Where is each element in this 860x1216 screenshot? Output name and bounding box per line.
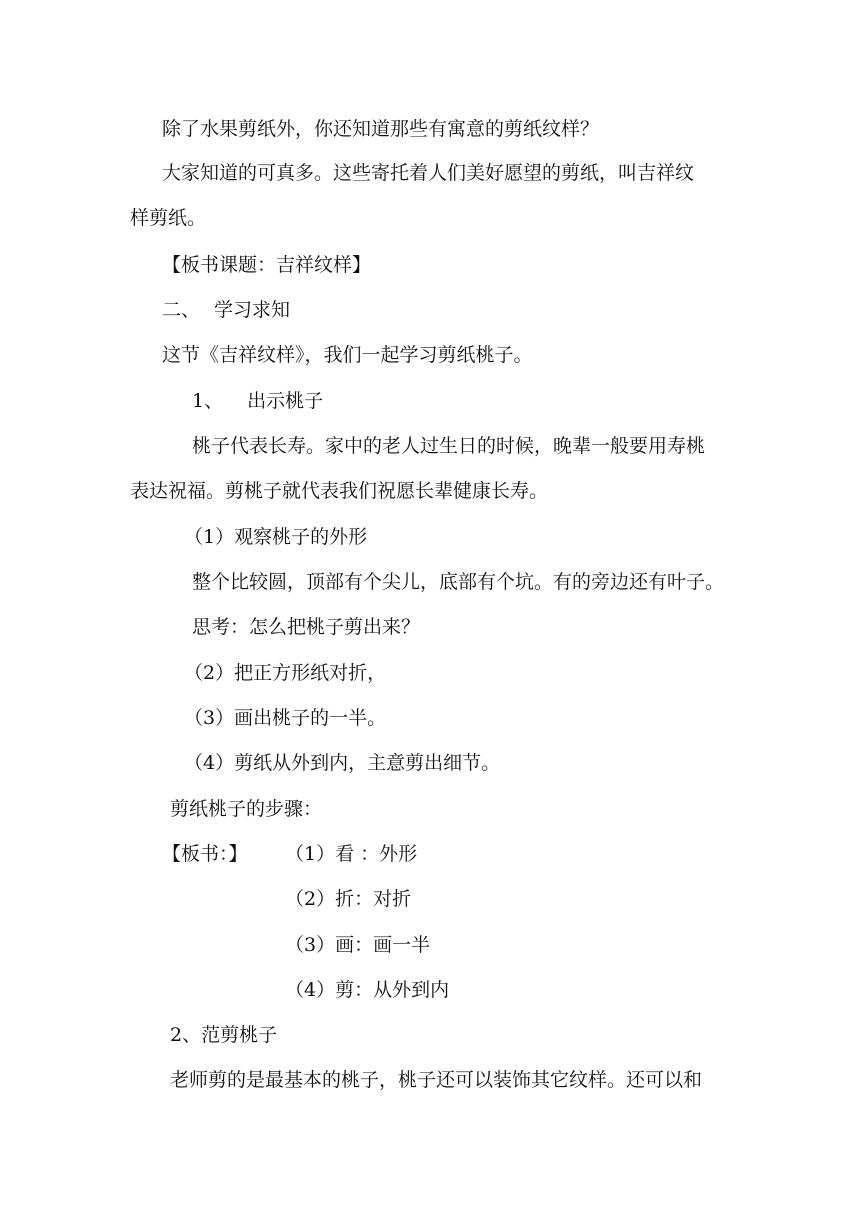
board-lesson-title: 【板书课题：吉祥纹样】 (162, 254, 372, 276)
step-cut-outside-in: （4）剪纸从外到内，主意剪出细节。 (184, 752, 501, 774)
item-heading-demo-cut: 2、范剪桃子 (170, 1024, 278, 1046)
section-heading-learning (162, 298, 290, 322)
section-title: 学习求知 (214, 299, 291, 321)
step-draw-half: （3）画出桃子的一半。 (184, 707, 387, 729)
paragraph-shape-description: 整个比较圆，顶部有个尖儿，底部有个坑。有的旁边还有叶子。 (192, 571, 725, 593)
step-fold-paper: （2）把正方形纸对折， (184, 662, 387, 684)
paragraph-think-question: 思考：怎么把桃子剪出来？ (192, 616, 421, 638)
board-item-look: （1）看 ：外形 (285, 843, 418, 865)
board-item-cut: （4）剪：从外到内 (285, 979, 450, 1001)
paragraph-lesson-intro: 这节《吉祥纹样》，我们一起学习剪纸桃子。 (162, 344, 533, 366)
paragraph-peach-meaning-line2: 表达祝福。剪桃子就代表我们祝愿长辈健康长寿。 (130, 480, 549, 502)
board-item-draw: （3）画：画一半 (285, 934, 431, 956)
item-number: 1、 (192, 390, 224, 412)
board-label: 【板书：】 (162, 843, 248, 865)
paragraph-fruit-papercut-question: 除了水果剪纸外，你还知道那些有寓意的剪纸纹样？ (162, 118, 600, 140)
section-number: 二、 (162, 299, 201, 321)
paragraph-auspicious-line1: 大家知道的可真多。这些寄托着人们美好愿望的剪纸，叫吉祥纹 (162, 162, 695, 184)
step-observe-shape: （1）观察桃子的外形 (184, 526, 368, 548)
board-item-fold: （2）折：对折 (285, 888, 412, 910)
paragraph-teacher-demo: 老师剪的是最基本的桃子，桃子还可以装饰其它纹样。还可以和 (170, 1069, 703, 1091)
item-title: 出示桃子 (247, 390, 324, 412)
steps-heading: 剪纸桃子的步骤： (170, 798, 323, 820)
paragraph-auspicious-line2: 样剪纸。 (130, 207, 207, 229)
paragraph-peach-meaning-line1: 桃子代表长寿。家中的老人过生日的时候，晚辈一般要用寿桃 (192, 435, 706, 457)
item-heading-show-peach (192, 389, 323, 413)
